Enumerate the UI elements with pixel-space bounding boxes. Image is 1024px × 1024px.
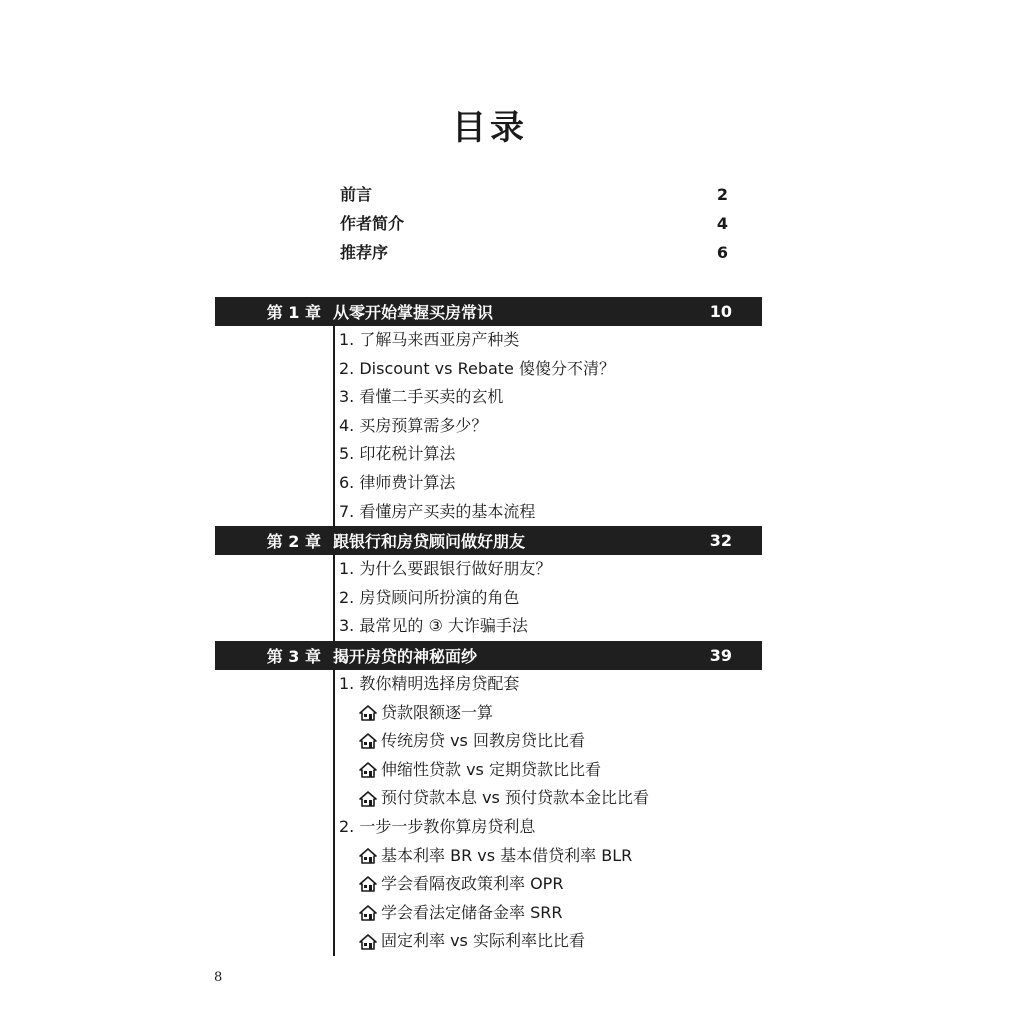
front-matter-label: 作者简介 [340,214,405,233]
chapter-header-3[interactable] [215,641,762,670]
toc-subitem-label: 伸缩性贷款 vs 定期贷款比比看 [381,759,601,779]
front-matter-list [340,180,730,267]
toc-item[interactable]: 1. 教你精明选择房贷配套 [339,673,520,693]
front-matter-item[interactable] [340,209,730,238]
chapter-label: 第 2 章 [266,532,321,552]
toc-item[interactable]: 7. 看懂房产买卖的基本流程 [339,501,536,521]
house-icon [359,905,377,921]
chapter-label: 第 1 章 [266,303,321,322]
toc-subitem[interactable] [335,727,762,756]
chapter-title: 跟银行和房贷顾问做好朋友 [333,532,526,552]
house-icon [359,934,377,950]
table-of-contents [215,297,762,956]
chapter-header-1[interactable] [215,297,762,326]
toc-subitem[interactable] [335,870,762,899]
front-matter-label: 前言 [340,185,373,204]
page-title: 目录 [452,108,528,148]
house-icon [359,876,377,892]
toc-item[interactable]: 3. 最常见的 ③ 大诈骗手法 [339,616,528,636]
front-matter-item[interactable] [340,180,730,209]
toc-subitem-label: 基本利率 BR vs 基本借贷利率 BLR [381,845,633,865]
front-matter-label: 推荐序 [340,243,389,262]
toc-subitem-label: 传统房贷 vs 回教房贷比比看 [381,731,585,751]
toc-subitem[interactable] [335,927,762,956]
toc-item[interactable]: 2. Discount vs Rebate 傻傻分不清？ [339,358,615,378]
toc-subitem-label: 贷款限额逐一算 [381,702,494,722]
toc-item[interactable]: 3. 看懂二手买卖的玄机 [339,387,504,407]
toc-subitem[interactable] [335,899,762,928]
toc-item[interactable]: 2. 房贷顾问所扮演的角色 [339,587,520,607]
house-icon [359,791,377,807]
house-icon [359,848,377,864]
toc-item[interactable]: 6. 律师费计算法 [339,472,456,492]
front-matter-page: 4 [716,214,728,233]
toc-item[interactable]: 1. 了解马来西亚房产种类 [339,330,520,349]
house-icon [359,762,377,778]
chapter-page: 10 [709,302,732,321]
toc-subitem[interactable] [335,842,762,871]
chapter-3-items [333,670,762,956]
toc-subitem-label: 学会看隔夜政策利率 OPR [381,874,564,894]
page-number: 8 [214,970,223,985]
toc-item[interactable]: 5. 印花税计算法 [339,444,456,464]
chapter-title: 从零开始掌握买房常识 [333,303,494,322]
chapter-header-2[interactable] [215,526,762,555]
front-matter-page: 2 [716,185,728,204]
toc-item[interactable]: 2. 一步一步教你算房贷利息 [339,816,536,836]
house-icon [359,705,377,721]
toc-subitem-label: 学会看法定储备金率 SRR [381,902,563,922]
front-matter-item[interactable] [340,238,730,267]
toc-subitem[interactable] [335,699,762,728]
toc-item[interactable]: 1. 为什么要跟银行做好朋友？ [339,559,552,579]
toc-item[interactable]: 4. 买房预算需多少？ [339,415,488,435]
toc-subitem[interactable] [335,756,762,785]
chapter-2-items [333,555,762,641]
chapter-title: 揭开房贷的神秘面纱 [333,646,478,666]
toc-subitem-label: 预付贷款本息 vs 预付贷款本金比比看 [381,788,649,808]
toc-subitem-label: 固定利率 vs 实际利率比比看 [381,931,585,951]
chapter-label: 第 3 章 [266,646,321,666]
chapter-page: 32 [709,531,732,551]
house-icon [359,733,377,749]
front-matter-page: 6 [716,243,728,262]
toc-subitem[interactable] [335,784,762,813]
chapter-page: 39 [709,645,732,665]
chapter-1-items [333,326,762,526]
